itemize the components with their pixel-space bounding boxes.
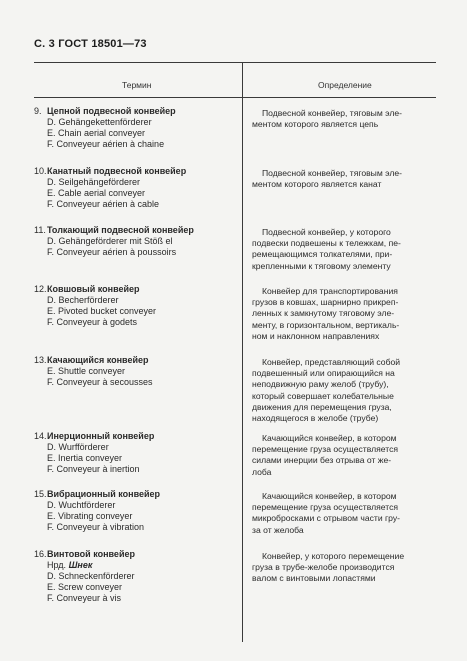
definition — [252, 286, 436, 342]
term-entry — [34, 431, 242, 475]
table-top-rule — [34, 62, 436, 63]
definition-line: ленных к замкнутому тяговому эле- — [252, 308, 395, 319]
term-english: E. Screw conveyer — [47, 582, 123, 592]
definition — [252, 227, 436, 272]
definition — [252, 108, 436, 130]
definition-line: ремещающимся толкателями, при- — [252, 249, 393, 260]
definition — [252, 551, 436, 585]
definition-line: груза в трубе-желобе производится — [252, 562, 395, 573]
term-german: D. Wuchtförderer — [47, 500, 116, 510]
definition-line: движения для перемещения груза, — [252, 401, 392, 412]
term-number: 9. — [34, 106, 42, 116]
term-german: D. Becherförderer — [47, 295, 119, 305]
term-french: F. Conveyeur à secousses — [47, 377, 153, 387]
page-header: С. 3 ГОСТ 18501—73 — [34, 38, 147, 50]
term-english: E. Vibrating conveyer — [47, 511, 133, 521]
definition-line: неподвижную раму желоб (трубу), — [252, 379, 389, 390]
term-german: D. Gehängekettenförderer — [47, 117, 152, 127]
term-german: D. Schneckenförderer — [47, 571, 135, 581]
definition-line: Конвейер, у которого перемещение — [262, 551, 405, 561]
definition-line: силами инерции без отрыва от же- — [252, 455, 392, 466]
term-number: 13. — [34, 355, 47, 365]
term-german: D. Gehängeförderer mit Stöß el — [47, 236, 173, 246]
term-entry — [34, 489, 242, 533]
term-title: Инерционный конвейер — [47, 431, 155, 441]
term-english: E. Cable aerial conveyer — [47, 188, 146, 198]
definition-line: Подвесной конвейер, тяговым эле- — [262, 108, 403, 118]
definition-line: перемещение груза осуществляется — [252, 444, 399, 455]
definition-line: микробросками с отрывом части гру- — [252, 513, 400, 524]
column-header-terms: Термин — [122, 80, 152, 90]
term-alias — [34, 560, 242, 571]
term-number: 15. — [34, 489, 47, 499]
term-title: Винтовой конвейер — [47, 549, 135, 559]
definition-line: Конвейер, представляющий собой — [262, 357, 401, 367]
term-entry — [34, 166, 242, 210]
term-english: E. Pivoted bucket conveyer — [47, 306, 157, 316]
definition-line: подвески подвешены к тележкам, пе- — [252, 238, 401, 249]
term-french: F. Conveyeur aérien à cable — [47, 199, 160, 209]
term-number: 10. — [34, 166, 47, 176]
definition — [252, 433, 436, 478]
term-french: F. Conveyeur à vis — [47, 593, 122, 603]
definition-line: Качающийся конвейер, в котором — [262, 491, 397, 501]
definition-line: ментом которого является цепь — [252, 119, 379, 130]
term-title: Вибрационный конвейер — [47, 489, 161, 499]
definition — [252, 357, 436, 424]
term-alias-word: Шнек — [68, 560, 93, 570]
definition-line: Подвесной конвейер, тяговым эле- — [262, 168, 403, 178]
definition-line: валом с винтовыми лопастями — [252, 573, 376, 584]
definition-line: перемещение груза осуществляется — [252, 502, 399, 513]
definition-line: грузов в ковшах, шарнирно прикреп- — [252, 297, 399, 308]
term-title: Канатный подвесной конвейер — [47, 166, 187, 176]
term-english: E. Chain aerial conveyer — [47, 128, 146, 138]
term-english: E. Shuttle conveyer — [47, 366, 126, 376]
definition-line: менту, в горизонтальном, вертикаль- — [252, 319, 400, 330]
definition-line: ментом которого является канат — [252, 179, 382, 190]
definition-line: Подвесной конвейер, у которого — [262, 227, 391, 237]
term-french: F. Conveyeur à godets — [47, 317, 138, 327]
definition — [252, 491, 436, 536]
term-title: Толкающий подвесной конвейер — [47, 225, 194, 235]
definition-line: за от желоба — [252, 524, 304, 535]
term-number: 12. — [34, 284, 47, 294]
column-divider — [242, 62, 243, 642]
definition-line: Конвейер для транспортирования — [262, 286, 398, 296]
header-bottom-rule — [34, 97, 436, 98]
term-number: 11. — [34, 225, 46, 235]
term-title: Качающийся конвейер — [47, 355, 149, 365]
term-alias-prefix: Нрд. — [47, 560, 67, 570]
definition-line: который совершает колебательные — [252, 390, 394, 401]
definition-line: лоба — [252, 466, 272, 477]
term-entry — [34, 225, 242, 258]
term-english: E. Inertia conveyer — [47, 453, 123, 463]
definition-line: Качающийся конвейер, в котором — [262, 433, 397, 443]
term-french: F. Conveyeur à vibration — [47, 522, 145, 532]
term-entry — [34, 355, 242, 388]
definition-line: находящегося в желобе (трубе) — [252, 413, 379, 424]
column-header-definitions: Определение — [318, 80, 372, 90]
term-entry — [34, 106, 242, 150]
definition-line: подвешенный или опирающийся на — [252, 368, 395, 379]
term-title: Цепной подвесной конвейер — [47, 106, 176, 116]
term-entry — [34, 284, 242, 328]
term-title: Ковшовый конвейер — [47, 284, 140, 294]
term-french: F. Conveyeur aérien à chaine — [47, 139, 165, 149]
term-number: 16. — [34, 549, 47, 559]
term-german: D. Wurfförderer — [47, 442, 109, 452]
term-german: D. Seilgehängeförderer — [47, 177, 141, 187]
definition — [252, 168, 436, 190]
definition-line: ном и наклонном направлениях — [252, 330, 380, 341]
term-number: 14. — [34, 431, 47, 441]
definition-line: крепленными к тяговому элементу — [252, 260, 391, 271]
term-french: F. Conveyeur aérien à poussoirs — [47, 247, 177, 257]
term-entry — [34, 549, 242, 604]
term-french: F. Conveyeur à inertion — [47, 464, 140, 474]
